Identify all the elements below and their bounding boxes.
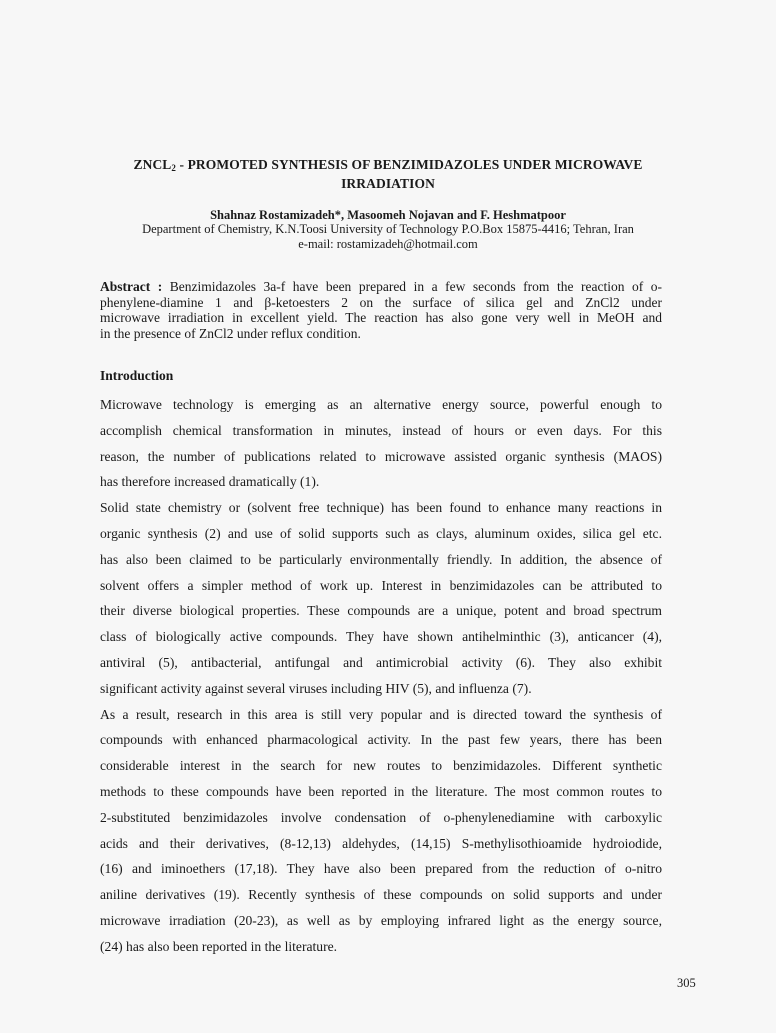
body-line: (24) has also been reported in the literature. — [100, 938, 338, 954]
body-line: solvent offers a simpler method of work up. Interest in benzimidazoles can be attributed to — [100, 577, 662, 593]
body-line: organic synthesis (2) and use of solid supports such as clays, aluminum oxides, silica gel etc. — [100, 525, 662, 541]
paper-title — [80, 157, 696, 192]
title-part-b: - PROMOTED SYNTHESIS OF BENZIMIDAZOLES UNDER MICROWAVE — [176, 157, 643, 172]
body-line: aniline derivatives (19). Recently synthesis of these compounds on solid supports and under — [100, 887, 662, 903]
body-line: has also been claimed to be particularly environmentally friendly. In addition, the absence of — [100, 551, 662, 567]
section-heading-introduction: Introduction — [100, 368, 174, 383]
abstract-label: Abstract : — [100, 279, 163, 294]
page-number: 305 — [677, 976, 696, 990]
body-line: considerable interest in the search for new routes to benzimidazoles. Different synthetic — [100, 758, 662, 774]
body-line: acids and their derivatives, (8-12,13) aldehydes, (14,15) S-methylisothioamide hydroiodide, — [100, 835, 662, 851]
abstract-line: phenylene-diamine 1 and β-ketoesters 2 on the surface of silica gel and ZnCl2 under — [100, 294, 662, 310]
body-line: As a result, research in this area is still very popular and is directed toward the synthesis of — [100, 706, 662, 722]
body-line: microwave irradiation (20-23), as well as by employing infrared light as the energy source, — [100, 912, 662, 928]
affiliation-line-1: Department of Chemistry, K.N.Toosi University of Technology P.O.Box 15875-4416; Tehran, Iran — [142, 222, 634, 236]
body-line: reason, the number of publications related to microwave assisted organic synthesis (MAOS) — [100, 448, 662, 464]
introduction-body — [100, 392, 662, 960]
abstract-line: microwave irradiation in excellent yield. The reaction has also gone very well in MeOH and — [100, 310, 662, 325]
body-line: has therefore increased dramatically (1). — [100, 474, 320, 490]
body-line: 2-substituted benzimidazoles involve condensation of o-phenylenediamine with carboxylic — [100, 809, 662, 825]
abstract-line: Abstract : Benzimidazoles 3a-f have been prepared in a few seconds from the reaction of o- — [100, 279, 662, 294]
abstract-line: in the presence of ZnCl2 under reflux condition. — [100, 325, 361, 341]
body-line: (16) and iminoethers (17,18). They have also been prepared from the reduction of o-nitro — [100, 861, 662, 877]
body-line: significant activity against several viruses including HIV (5), and influenza (7). — [100, 680, 532, 696]
body-line: accomplish chemical transformation in minutes, instead of hours or even days. For this — [100, 422, 662, 438]
body-line: antiviral (5), antibacterial, antifungal and antimicrobial activity (6). They also exhibit — [100, 654, 662, 670]
body-line: compounds with enhanced pharmacological activity. In the past few years, there has been — [100, 732, 662, 748]
body-line: Solid state chemistry or (solvent free technique) has been found to enhance many reactions in — [100, 500, 662, 516]
title-line-2: IRRADIATION — [341, 176, 435, 191]
affiliation-email: e-mail: rostamizadeh@hotmail.com — [298, 237, 478, 251]
title-subscript: 2 — [171, 163, 177, 173]
title-part-a: ZNCL — [133, 157, 172, 172]
body-line: class of biologically active compounds. They have shown antihelminthic (3), anticancer (4), — [100, 629, 662, 645]
abstract — [100, 279, 662, 341]
affiliation — [80, 222, 696, 252]
body-line: methods to these compounds have been reported in the literature. The most common routes to — [100, 783, 662, 799]
author-list: Shahnaz Rostamizadeh*, Masoomeh Nojavan and F. Heshmatpoor — [210, 208, 566, 222]
body-line: their diverse biological properties. These compounds are a unique, potent and broad spectrum — [100, 603, 662, 619]
body-line: Microwave technology is emerging as an alternative energy source, powerful enough to — [100, 397, 662, 412]
